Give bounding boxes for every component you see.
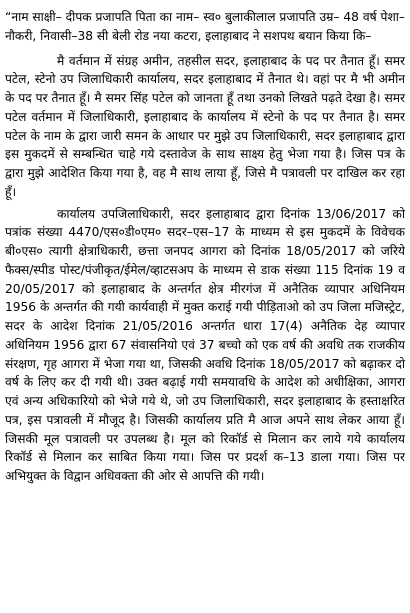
statement-paragraph: मै वर्तमान में संग्रह अमीन, तहसील सदर, इलाहाबाद के पद पर तैनात हूँ। समर पटेल, स्टेनो उप जिलाधिकारी कार्यालय, सदर इलाहाबाद में तैनात थे। वहां पर मै भी अमीन के पद पर तैनात हूँ। मै समर सिंह पटेल को जानता हूँ तथा उनको लिखते पढ़ते देखा है। समर पटेल वर्तमान में जिलाधिकारी, इलाहाबाद के कार्यालय में स्टेनो के पद पर तैनात है। समर पटेल के नाम के द्वारा जारी समन के आधार पर मुझे उप जिलाधिकारी, सदर इलाहाबाद द्वारा इस मुकदमें से सम्बन्धित चाहे गये दस्तावेज के साथ साक्ष्य हेतु भेजा गया है। जिस पत्र के द्वारा मुझे आदेशित किया गया है, वह मै साथ लाया हूँ, जिसे मै पत्रावली पर दाखिल कर रहा हूँ। xyxy=(5,53,405,199)
office-order-paragraph: कार्यालय उपजिलाधिकारी, सदर इलाहाबाद द्वारा दिनांक 13/06/2017 को पत्रांक संख्या 4470/एस०डी०एम० सदर–एस–17 के माध्यम से इस मुकदमें के विवेचक बी०एस० त्यागी क्षेत्राधिकारी, छत्ता जनपद आगरा को दिनांक 18/05/2017 को जरिये फैक्स/स्पीड पोस्ट/पंजीकृत/ईमेल/व्हाटसअप के माध्यम से डाक संख्या 115 दिनांक 19 व 20/05/2017 को इलाहाबाद के अन्तर्गत क्षेत्र मीरगंज में अनैतिक व्यापार अधिनियम 1956 के अन्तर्गत की गयी कार्यवाही में मुक्त कराई गयी पीड़िताओ को उप जिला मजिस्ट्रेट, सदर के आदेश दिनांक 21/05/2016 अन्तर्गत धारा 17(4) अनैतिक देह व्यापार अधिनियम 1956 द्वारा 67 संवासनियो एवं 37 बच्चो को एक वर्ष की अवधि तक राजकीय संरक्षण, गृह आगरा में भेजा गया था, जिसकी अवधि दिनांक 18/05/2017 को बढ़ाकर दो वर्ष के लिए कर दी गयी थी। उक्त बढ़ाई गयी समयावधि के आदेश को अधीक्षिका, आगरा एवं अन्य अधिकारियो को भेजे गये थे, जो उप जिलाधिकारी, सदर इलाहाबाद के हस्ताक्षरित पत्र, इस पत्रावली में मौजूद है। जिसकी कार्यालय प्रति मै आज अपने साथ लेकर आया हूँ। जिसकी मूल पत्रावली पर उपलब्ध है। मूल को रिकॉर्ड से मिलान कर लाये गये कार्यालय रिकॉर्ड से मिलान कर साबित किया गया। जिस पर प्रदर्श क–13 डाला गया। जिस पर अभियुक्त के विद्वान अधिवक्ता की ओर से आपत्ति की गयी। xyxy=(5,206,405,483)
witness-intro-paragraph: “नाम साक्षी– दीपक प्रजापति पिता का नाम– स्व० बुलाकीलाल प्रजापति उम्र– 48 वर्ष पेशा– नौकरी, निवासी–38 सी बेली रोड नया कटरा, इलाहाबाद ने सशपथ बयान किया कि– xyxy=(5,10,405,43)
